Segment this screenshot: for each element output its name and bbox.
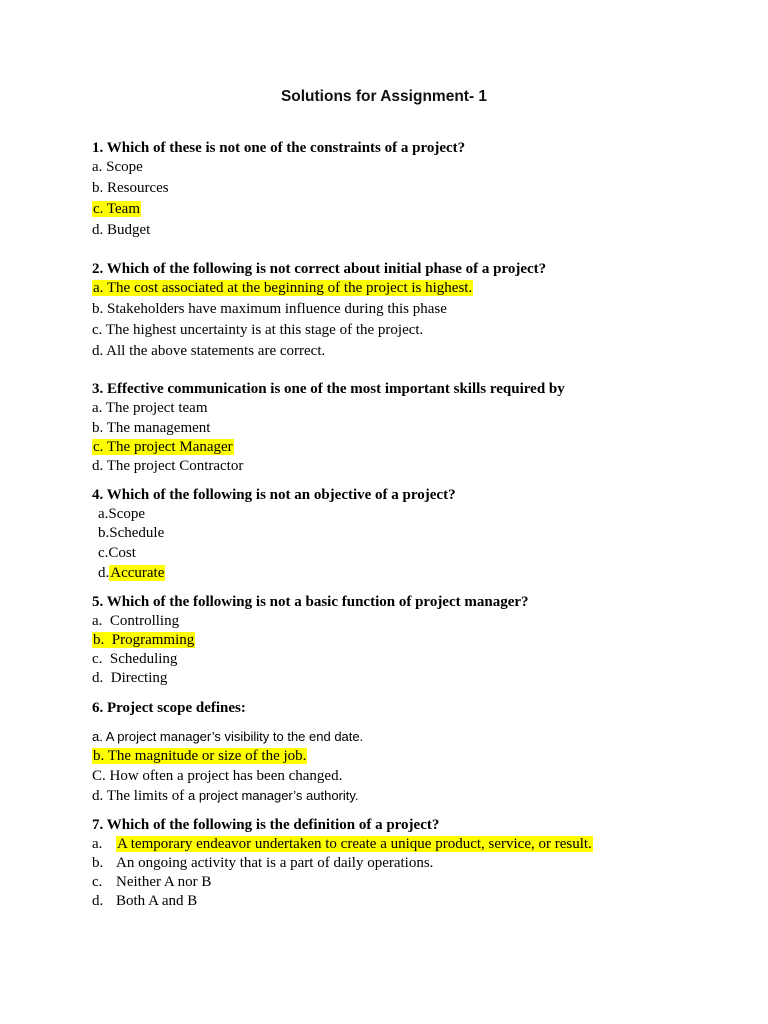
question-7-option-a-answer: A temporary endeavor undertaken to create a unique product, service, or result. (117, 836, 592, 852)
question-3-option-b: b. The management (92, 420, 211, 436)
question-1-option-d: d. Budget (92, 222, 151, 238)
question-5-option-a: a. Controlling (92, 613, 180, 629)
question-1-text: 1. Which of these is not one of the constraints of a project? (92, 140, 466, 156)
question-5-option-b-answer: b. Programming (93, 632, 195, 648)
option-text-sans: a project manager’s authority. (187, 788, 359, 803)
question-6-option-a: a. A project manager’s visibility to the end date. (92, 729, 364, 744)
question-4-text: 4. Which of the following is not an objective of a project? (92, 487, 456, 503)
option-prefix: b. (98, 525, 110, 541)
question-1-option-b: b. Resources (92, 180, 169, 196)
option-prefix: c. (98, 545, 109, 561)
document-title: Solutions for Assignment- 1 (280, 88, 488, 105)
question-6-option-d (92, 787, 359, 805)
question-4-option-d-answer: Accurate (110, 565, 165, 581)
option-text: An ongoing activity that is a part of daily operations. (116, 855, 434, 871)
question-2-option-a-answer: a. The cost associated at the beginning of the project is highest. (93, 280, 473, 296)
option-prefix: d. (98, 565, 110, 581)
question-1-option-a: a. Scope (92, 159, 143, 175)
question-3-option-a: a. The project team (92, 400, 208, 416)
option-text-serif: d. The limits of (92, 788, 188, 804)
question-7-option-a (92, 835, 593, 853)
question-3-text: 3. Effective communication is one of the most important skills required by (92, 381, 565, 397)
option-text: Schedule (109, 525, 165, 541)
question-7-text: 7. Which of the following is the definition of a project? (92, 817, 440, 833)
question-1-option-c-answer: c. Team (93, 201, 140, 217)
question-7-option-d (92, 892, 197, 910)
question-6-option-b-answer: b. The magnitude or size of the job. (93, 748, 307, 764)
question-3-option-c-answer: c. The project Manager (93, 439, 233, 455)
question-3-option-d: d. The project Contractor (92, 458, 244, 474)
question-7-option-b (92, 854, 433, 872)
question-5-option-d: d. Directing (92, 670, 168, 686)
option-text: Cost (108, 545, 136, 561)
question-2-option-d: d. All the above statements are correct. (92, 343, 326, 359)
question-4-option-c (98, 544, 136, 562)
question-4-option-b (98, 524, 164, 542)
option-text: Neither A nor B (116, 874, 212, 890)
question-4-option-d (98, 564, 165, 582)
option-prefix: a. (92, 836, 103, 852)
question-2-option-b: b. Stakeholders have maximum influence during this phase (92, 301, 447, 317)
option-prefix: b. (92, 855, 104, 871)
question-7-option-c (92, 873, 211, 891)
question-5-option-c: c. Scheduling (92, 651, 178, 667)
question-2-text: 2. Which of the following is not correct about initial phase of a project? (92, 261, 547, 277)
question-5-text: 5. Which of the following is not a basic function of project manager? (92, 594, 529, 610)
question-4-option-a (98, 505, 145, 523)
option-text: Both A and B (116, 893, 198, 909)
question-6-option-c: C. How often a project has been changed. (92, 768, 343, 784)
option-prefix: d. (92, 893, 104, 909)
question-2-option-c: c. The highest uncertainty is at this stage of the project. (92, 322, 424, 338)
option-prefix: a. (98, 506, 109, 522)
question-6-text: 6. Project scope defines: (92, 700, 246, 716)
option-text: Scope (108, 506, 146, 522)
option-prefix: c. (92, 874, 103, 890)
